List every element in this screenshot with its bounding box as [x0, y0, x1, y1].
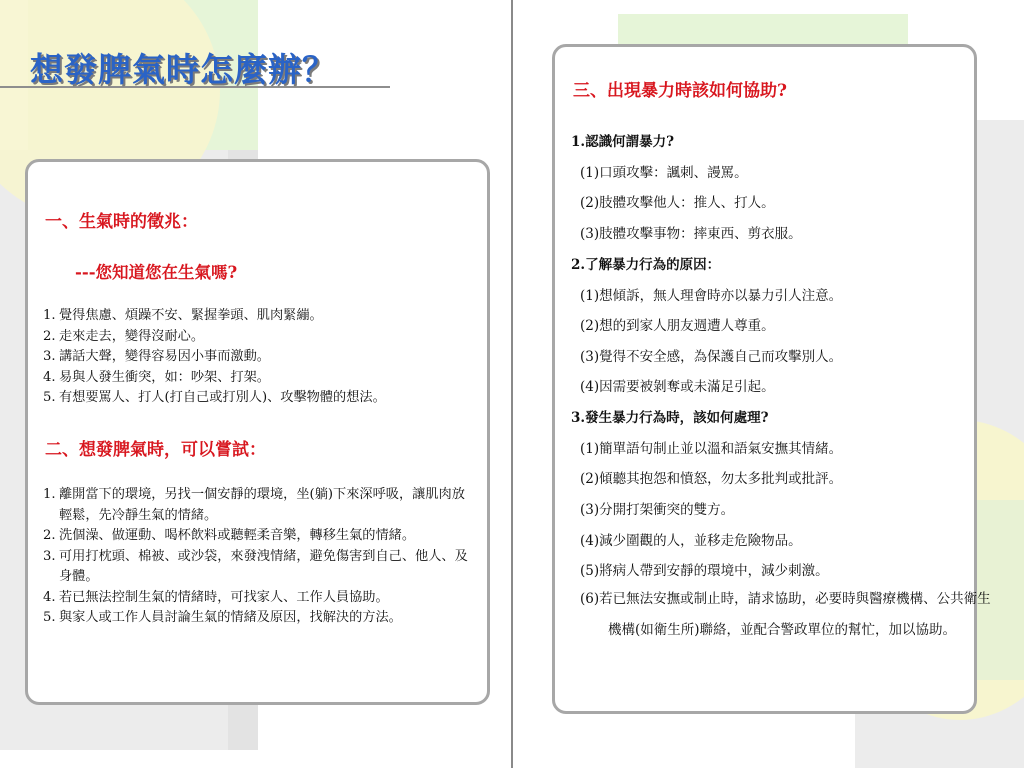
list-item: (3)肢體攻擊事物：摔東西、剪衣服。 — [580, 226, 802, 242]
list-item: 5. 與家人或工作人員討論生氣的情緒及原因，找解決的方法。 — [43, 610, 402, 625]
section3-heading: 三、出現暴力時該如何協助? — [573, 81, 787, 101]
list-item: 5. 有想要罵人、打人(打自己或打別人)、攻擊物體的想法。 — [43, 390, 386, 405]
list-item: (5)將病人帶到安靜的環境中，減少刺激。 — [580, 563, 829, 579]
page-divider — [511, 0, 513, 768]
list-item: (2)想的到家人朋友週遭人尊重。 — [580, 318, 775, 334]
list-item: (1)簡單語句制止並以溫和語氣安撫其情緒。 — [580, 441, 843, 457]
list-item: 2. 走來走去，變得沒耐心。 — [43, 328, 205, 344]
list-item: (3)分開打架衝突的雙方。 — [580, 502, 735, 518]
list-item: (6)若已無法安撫或制止時，請求協助，必要時與醫療機構、公共衛生機構(如衛生所)聯絡，並配合警政單位的幫忙，加以協助。 — [580, 591, 991, 638]
subsection-heading: 2.了解暴力行為的原因： — [571, 257, 721, 273]
section1-subheading: ---您知道您在生氣嗎? — [75, 263, 238, 282]
list-item: (2)傾聽其抱怨和憤怒，勿太多批判或批評。 — [580, 471, 843, 487]
list-item: 2. 洗個澡、做運動、喝杯飲料或聽輕柔音樂，轉移生氣的情緒。 — [43, 528, 416, 543]
list-item: (3)覺得不安全感，為保護自己而攻擊別人。 — [580, 349, 843, 365]
list-item: (4)因需要被剝奪或未滿足引起。 — [580, 379, 775, 395]
section2-list — [43, 485, 473, 629]
list-item: 4. 易與人發生衝突，如：吵架、打架。 — [43, 369, 270, 385]
subsection-heading: 3.發生暴力行為時，該如何處理? — [571, 410, 769, 426]
list-item: (2)肢體攻擊他人：推人、打人。 — [580, 195, 775, 211]
section1-list — [43, 306, 488, 409]
right-content-panel — [552, 44, 991, 714]
section2-heading: 二、想發脾氣時，可以嘗試： — [45, 440, 266, 460]
section1-heading: 一、生氣時的徵兆： — [45, 212, 198, 232]
list-item: 3. 可用打枕頭、棉被、或沙袋，來發洩情緒，避免傷害到自己、他人、及身體。 — [43, 548, 468, 584]
subsection-heading: 1.認識何謂暴力? — [571, 134, 675, 150]
left-content-panel — [25, 159, 490, 705]
list-item: 1. 覺得焦慮、煩躁不安、緊握拳頭、肌肉緊繃。 — [43, 308, 323, 323]
list-item: (1)口頭攻擊：諷刺、謾罵。 — [580, 165, 748, 181]
list-item: 4. 若已無法控制生氣的情緒時，可找家人、工作人員協助。 — [43, 589, 389, 605]
list-item: (4)減少圍觀的人，並移走危險物品。 — [580, 533, 802, 549]
list-item: 3. 講話大聲，變得容易因小事而激動。 — [43, 349, 270, 364]
list-item: (1)想傾訴，無人理會時亦以暴力引人注意。 — [580, 288, 843, 304]
page-title: 想發脾氣時怎麼辦？ — [30, 50, 336, 89]
list-item: 1. 離開當下的環境，另找一個安靜的環境，坐(躺)下來深呼吸，讓肌肉放輕鬆，先冷靜生氣的情緒。 — [43, 487, 465, 523]
